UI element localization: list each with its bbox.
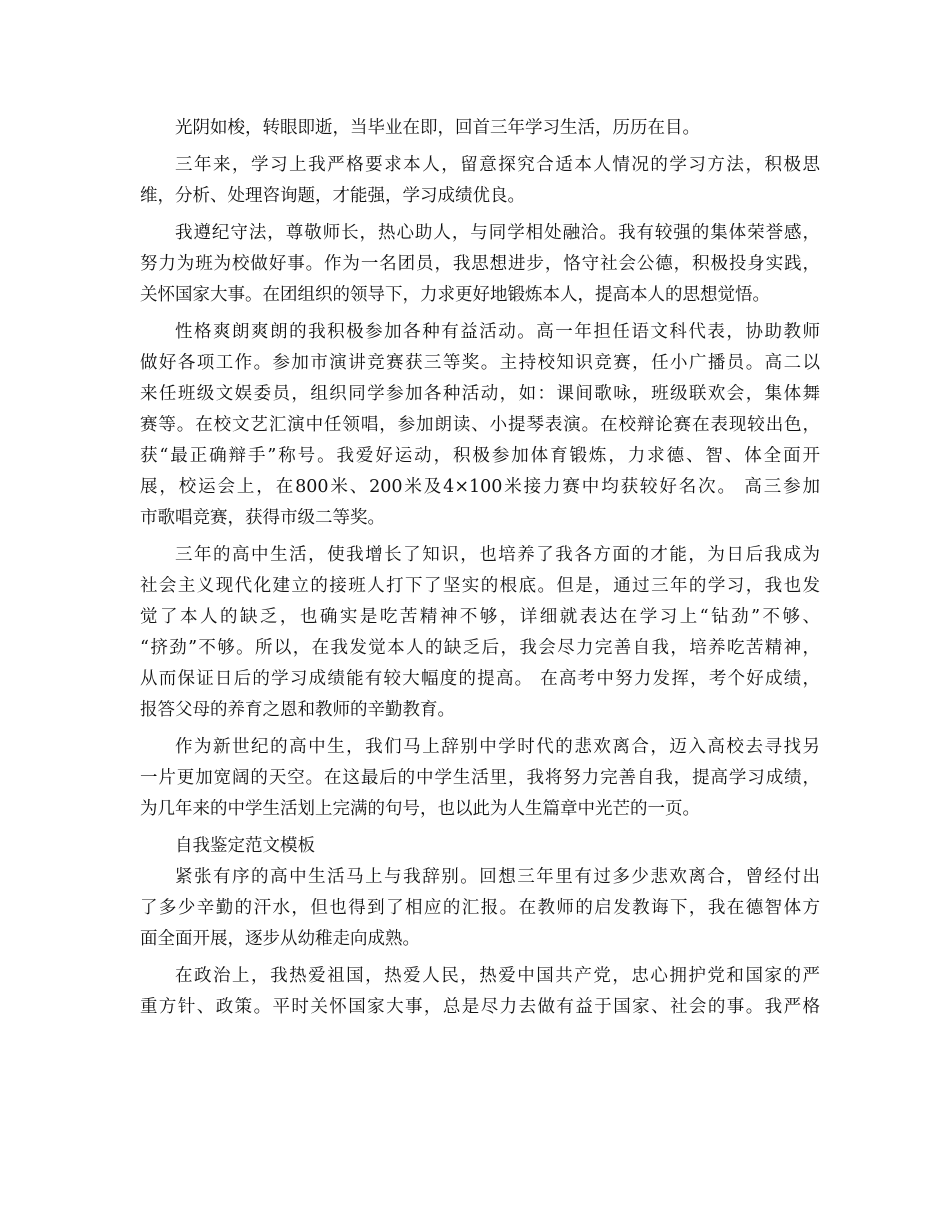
text-line: 觉了本人的缺乏，也确实是吃苦精神不够，详细就表达在学习上“钻劲”不够、 — [140, 607, 820, 627]
text-line: 社会主义现代化建立的接班人打下了坚实的根底。但是，通过三年的学习，我也发 — [140, 576, 820, 596]
paragraph — [140, 961, 820, 1023]
text-line: 紧张有序的高中生活马上与我辞别。回想三年里有过多少悲欢离合，曾经付出 — [175, 867, 820, 887]
text-line: 在政治上，我热爱祖国，热爱人民，热爱中国共产党，忠心拥护党和国家的严 — [175, 966, 820, 986]
paragraph — [140, 540, 820, 726]
text-line: 面全面开展，逐步从幼稚走向成熟。 — [140, 929, 420, 949]
text-line: 做好各项工作。参加市演讲竞赛获三等奖。主持校知识竞赛，任小广播员。高二以 — [140, 353, 820, 373]
text-line: 来任班级文娱委员，组织同学参加各种活动，如：课间歌咏，班级联欢会，集体舞 — [140, 384, 820, 404]
text-line: 维，分析、处理咨询题，才能强，学习成绩优良。 — [140, 186, 525, 206]
text-line: “挤劲”不够。所以，在我发觉本人的缺乏后，我会尽力完善自我，培养吃苦精神， — [140, 638, 820, 658]
paragraph — [140, 862, 820, 955]
text-line: 获“最正确辩手”称号。我爱好运动，积极参加体育锻炼，力求德、智、体全面开 — [140, 446, 820, 466]
text-line: 为几年来的中学生活划上完满的句号，也以此为人生篇章中光芒的一页。 — [140, 799, 700, 819]
text-line: 三年的高中生活，使我增长了知识，也培养了我各方面的才能，为日后我成为 — [175, 545, 820, 565]
text-line: 关怀国家大事。在团组织的领导下，力求更好地锻炼本人，提高本人的思想觉悟。 — [140, 285, 770, 305]
text-line: 了多少辛勤的汗水，但也得到了相应的汇报。在教师的启发教诲下，我在德智体方 — [140, 898, 820, 918]
text-line: 三年来，学习上我严格要求本人，留意探究合适本人情况的学习方法，积极思 — [175, 155, 820, 175]
text-line: 从而保证日后的学习成绩能有较大幅度的提高。 在高考中努力发挥，考个好成绩， — [140, 669, 820, 689]
paragraph — [140, 150, 820, 212]
text-line: 努力为班为校做好事。作为一名团员，我思想进步，恪守社会公德，积极投身实践， — [140, 254, 820, 274]
paragraph — [140, 317, 820, 534]
text-line: 作为新世纪的高中生，我们马上辞别中学时代的悲欢离合，迈入高校去寻找另 — [175, 737, 820, 757]
paragraph — [140, 218, 820, 311]
text-line: 报答父母的养育之恩和教师的辛勤教育。 — [140, 700, 455, 720]
text-line: 我遵纪守法，尊敬师长，热心助人，与同学相处融洽。我有较强的集体荣誉感， — [175, 223, 820, 243]
section-heading — [140, 831, 820, 862]
text-line: 一片更加宽阔的天空。在这最后的中学生活里，我将努力完善自我，提高学习成绩， — [140, 768, 820, 788]
text-line: 展，校运会上，在800米、200米及4×100米接力赛中均获较好名次。 高三参加 — [140, 477, 820, 497]
paragraph — [140, 732, 820, 825]
text-line: 重方针、政策。平时关怀国家大事，总是尽力去做有益于国家、社会的事。我严格 — [140, 997, 820, 1017]
paragraph — [140, 113, 820, 144]
text-line: 光阴如梭，转眼即逝，当毕业在即，回首三年学习生活，历历在目。 — [175, 118, 700, 138]
text-line: 赛等。在校文艺汇演中任领唱，参加朗读、小提琴表演。在校辩论赛在表现较出色， — [140, 415, 820, 435]
text-line: 自我鉴定范文模板 — [175, 836, 315, 856]
document-page — [140, 113, 820, 1023]
text-line: 市歌唱竞赛，获得市级二等奖。 — [140, 508, 385, 528]
text-line: 性格爽朗爽朗的我积极参加各种有益活动。高一年担任语文科代表，协助教师 — [175, 322, 820, 342]
